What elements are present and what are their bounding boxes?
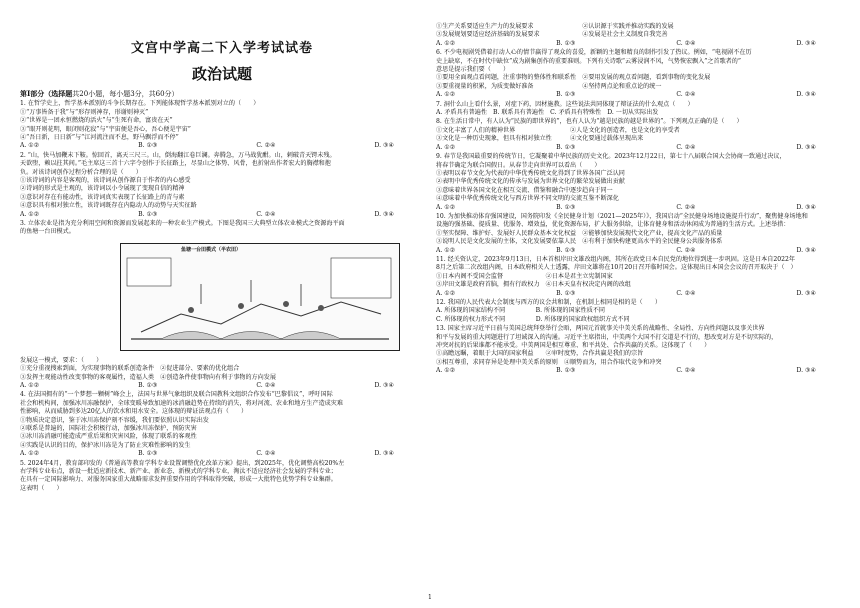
question-3: 3. 立体农业是指为充分利用空间和资源而发展起来的一种农业生产模式。下图是我国三大典型立体农业模式之资源海平面 的鱼塘一台田模式。 鱼塘一台田模式（半农田） 发展这一模式，要求：（ ） ①充分重视搜索到面，为实现事物的联系创造条件 ②促进部分、要素的优化组合 ③发挥主观能动性改变事物的客观属性，造福人类 ④创造条件使事物向有利于事物的方向发展 A. ①② B. ①③ C. ②④ D. ③④ [20, 220, 424, 390]
section-heading: 第Ⅰ部分（选择题共20小题，每小题3分，共60分） [20, 88, 179, 98]
question-6-options: A. ①② B. ①③ C. ②④ D. ③④ [436, 91, 816, 99]
question-7: 7. 洞什么山上看什么景，对症下药，因材施教。这些说法共同体现了辩证法的什么观点（ ） A. 矛盾具有普遍性 B. 联系具有普遍性 C. 矛盾具有特殊性 D. 一切从实际出发 [436, 100, 694, 117]
question-2-options: A. ①② B. ①③ C. ②④ D. ③④ [20, 210, 394, 218]
question-13: 13. 国家主席习近平日前与美国总统拜登举行会晤，两国元首就事关中美关系的战略性、全局性、方向性问题以及事关世界 和平与发展的重大问题进行了坦诚深入的沟通。习近平主席指出，中美两个大国不打交道是不行的，想改变对方是不切实际的， 冲突对抗的后果谁都不能承受。中美两国是相互尊重、和平共处、合作共赢的关系。这体现了（ ） ①高瞻远瞩，着眼于大国的国家利益 ②审时度势，合作共赢是我们的宗旨 ③相互尊重，求同存异是处理中美关系的原则 ④顺势而为，用合作取代竞争和冲突 A. ①② B. ①③ C. ②④ D. ③④ [436, 325, 846, 375]
left-column [20, 40, 424, 493]
figure-illustration [121, 244, 399, 350]
question-3-options: A. ①② B. ①③ C. ②④ D. ③④ [20, 382, 394, 389]
question-8-options: A. ①② B. ①③ C. ②④ D. ③④ [436, 143, 816, 151]
question-4-options: A. ①② B. ①③ C. ②④ D. ③④ [20, 450, 394, 458]
question-4: 4. 在法国拥有的“一个梦想一颗树”峰会上，法国与世界气象组织及联合国教科文组织合作发布“巴黎倡议”，呼吁国际 社会和机构间，加强冰川冻融保护，全球变暖导致加速的冰消融趋势在持续的消失，将对河流、农业和地方生产造成灾难 性影响，从而威胁到多达20亿人的饮水和用水安全。这体现的辩证法观点有（ ） ①物质决定意识，鉴于冰川冻保护刻不容缓，我们要依照认识实际出发 ②联系是普遍的，国际社会积极行动，加强冰川冻保护，预防灾害 ③冰川冻消融可能造成严重后果和灾害风险，体现了联系的客观性 ④实践是认识的目的，保护冰川冻是为了防止灾难性影响的发生 A. ①② B. ①③ C. ②④ D. ③④ [20, 391, 424, 458]
question-9-options: A. ①② B. ①③ C. ②④ D. ③④ [436, 203, 816, 211]
figure-caption: 鱼塘一台田模式（半农田） [181, 246, 242, 253]
right-column [436, 22, 846, 376]
question-10-options: A. ①② B. ①③ C. ②④ D. ③④ [436, 246, 816, 254]
school-title: 文宫中学高二下入学考试试卷 [130, 41, 313, 56]
question-1: 1. 在哲学史上，哲学基本派别的斗争长期存在。下列能体现哲学基本派别对立的（ ） ①“万事皆备于我”与“形存则神存，形谢则神灭” ②“世界是一团永恒燃烧的活火”与“生死有命，富贵在天” ③“眼开则花明，眼闭则花寂”与“宇宙便是吾心，吾心便是宇宙” ④“吾日新，日日新”与“江河流注而不息，野马飘浮而不停” A. ①② B. ①③ C. ②④ D. ③④ [20, 100, 424, 150]
question-9: 9. 春节是我国最重要的传统节日，它凝聚着中华民族的历史文化。2023年12月22日，第七十八届联合国大会协商一致通过决议， 将春节确定为联合国假日。从春节走向世界可以看出（ ） ①表明以春节文化为代表的中华优秀传统文化得到了世界各国广泛认同 ②表明中华优秀传统文化的传承与发展为世界文化的繁荣发展做出贡献 ③意味着世界各国文化在相互交流、借鉴和融合中逐步趋向于同一 ④意味着中华优秀传统文化与西方世界不同文明的交流互鉴不断深化 A. ①② B. ①③ C. ②④ D. ③④ [436, 153, 846, 212]
question-13-options: A. ①② B. ①③ C. ②④ D. ③④ [436, 367, 816, 375]
question-10: 10. 为加快推动体育强国建设，国务院印发《全民健身计划（2021—2025年）》，我国启动“全民健身场地设施提升行动”，聚焦健身场地和 设施的强基础、提质量、优服务、增效益，优化资源布局，扩大服务供给，让体育健身和活动休闲成为普通的生活方式。上述举措： ①坚实保障、维护好、发展好人民群众基本文化权益 ②能够加快发展现代文化产业，提高文化产品的质量 ③说明人民是文化发展的主体，文化发展要依靠人民 ④有利于加快构建更高水平的全民健身公共服务体系 A. ①② B. ①③ C. ②④ D. ③④ [436, 213, 846, 255]
question-6: 6. 不少电视剧凭借着打动人心的情节赢得了观众的喜爱，新颖的主题和精良的制作引发了热议。例如，“电视剧不在历 史上缺席，不在时代中缺位”成为剧集创作的重要准则。下列有关诗歌“云雾浸润不风，气势恢宏飘入”之首歌者的” 意思是提示我们要（ ） ①要用全面观点看问题，注重事物的整体性和联系性 ②要用发展的观点看问题，看到事物的变化发展 ③要重视量的积累，为质变做好准备 ④坚持两点论和重点论的统一 A. ①② B. ①③ C. ②④ D. ③④ [436, 49, 846, 99]
subject-title: 政治试题 [191, 64, 252, 83]
question-12: 12. 我国的人民代表大会制度与西方的议会共和制，在机制上相同是相的是（ ） A. 所体现的国家结构不同 B. 所体现的国家性质不同 C. 所体现的权力形式不同 D. 所体现的国家政权组织方式不同 [436, 299, 661, 323]
page-number: 1 [428, 593, 432, 601]
fish-pond-figure [120, 243, 400, 351]
question-5: 5. 2024年4月，教育部印发的《普通高等教育学科专业设置调整优化改革方案》提出，到2025年，优化调整高校20%左 右学科专业布点，新设一批适应新技术、新产业、新业态、新模式的学科专业，淘汰不适应经济社会发展的学科专业； 在具有一定国际影响力、对服务国家重大战略需求发挥重要作用的学科取得突破，形成一大批特色优势学科专业集群。 这表明（ ） [20, 459, 345, 492]
question-1-options: A. ①② B. ①③ C. ②④ D. ③④ [20, 142, 394, 150]
question-2: 2. “山，快马加鞭未下鞍。惊回首，离天三尺三。山，倒海翻江卷巨澜。奔腾急，万马战犹酣。山，刺破青天锷未残。 天欲堕，赖以拄其间。”毛主席这三首十六字令创作于长征路上，尽显山之体势、风骨，也折射出作者宏大的胸襟和抱 负。对该诗词创作过程分析合理的是（ ） ①该诗词的内容是客观的，该诗词从创作源自于作者的内心感受 ②诗词的形式是主观的，该诗词以小令展现了变现自信的精神 ③意识对存在有能动性，该诗词真实表现了长征路上的青与素 ④意识具有相对独立性，该诗词既存在内隐动人的动势与天实征路 A. ①② B. ①③ C. ②④ D. ③④ [20, 152, 424, 219]
question-11-options: A. ①② B. ①③ C. ②④ D. ③④ [436, 289, 816, 297]
question-8: 8. 在生活日常中，有人认为“民族的即世界的”，也有人认为“越是民族的越是世界的”。下列观点正确的是（ ） ①文化丰富了人们的精神世界 ②人是文化的创造者，也是文化的享受者 ③文化是一种历史现象，但具有相对独立性 ④文化要通过载体呈现出来 A. ①② B. ①③ C. ②④ D. ③④ [436, 118, 846, 152]
question-11: 11. 经关资认定，2023年9月13日，日本首相岸田文雄改组内阁，其所在政党日本自民党的地位得到进一步巩固。这是日本自2022年 8月之后第二次改组内阁，日本政府相关人士透露，岸田文雄将在10月20日召开临时国会。这体现出日本国会会议的召开取决于（ ） ①日本内阁不受国会监督 ②日本是君主立宪制国家 ③岸田文雄是政府首脑，拥有行政权力 ④日本天皇有权决定内阁的改组 A. ①② B. ①③ C. ②④ D. ③④ [436, 256, 846, 298]
question-5-continued: ①生产关系要适应生产力的发展要求 ②认识源于实践并推动实践的发展 ③发展规划要适应经济基础的发展要求 ④发展是社会主义制度自我完善 A. ①② B. ①③ C. ②④ D. ③④ [436, 23, 846, 48]
question-5-options: A. ①② B. ①③ C. ②④ D. ③④ [436, 39, 816, 47]
